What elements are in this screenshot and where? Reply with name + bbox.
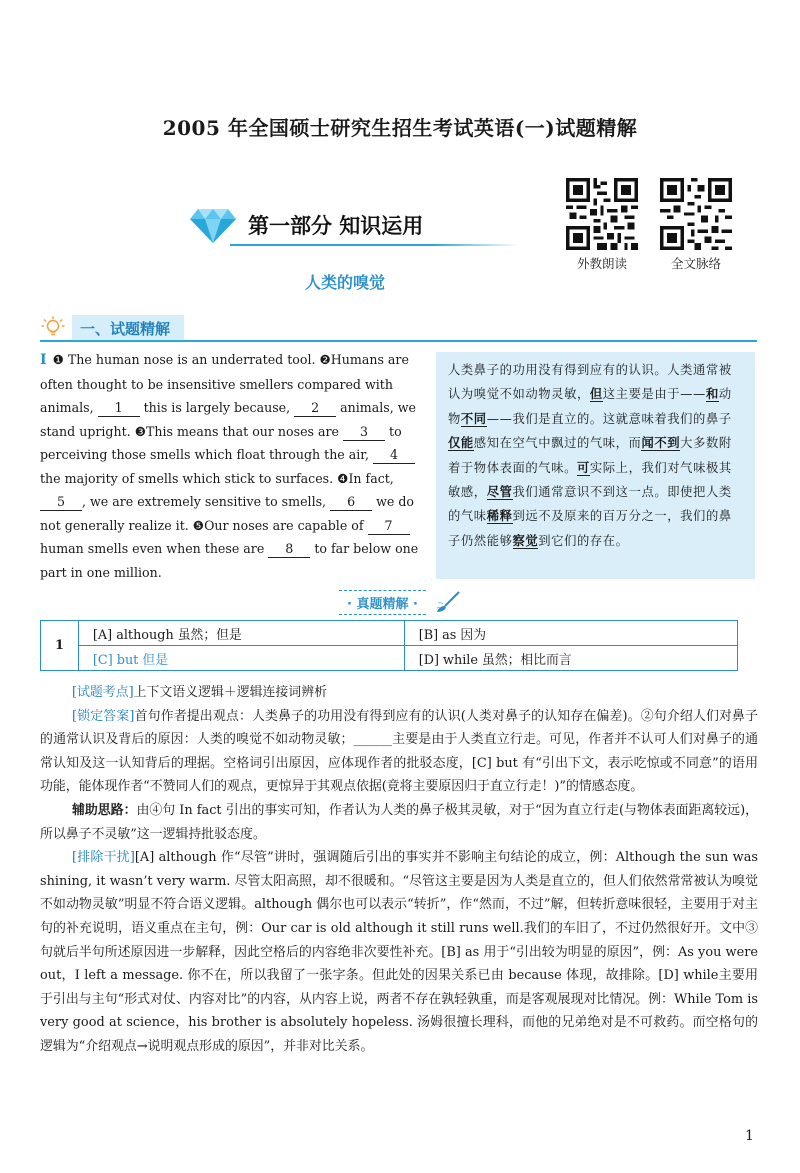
blank-4: 4 xyxy=(373,446,415,464)
sentence-number: ❹ xyxy=(337,470,349,486)
blank-2: 2 xyxy=(294,399,336,417)
lightbulb-icon xyxy=(40,315,66,341)
explanation-answer xyxy=(40,705,758,799)
passage-sentence: the majority of smells which stick to surfaces. xyxy=(40,470,334,486)
translation-keyword: 可 xyxy=(576,460,590,475)
translation-keyword: 察觉 xyxy=(512,533,539,548)
translation-text: 大多数附着于物体表面的气味。 xyxy=(448,436,732,475)
tag-label: [排除干扰] xyxy=(72,850,135,866)
brush-icon xyxy=(435,591,461,613)
tag-label: 辅助思路： xyxy=(72,802,137,818)
option-a: [A] although 虽然；但是 xyxy=(78,621,404,646)
qr-code-icon xyxy=(566,178,638,250)
section-divider xyxy=(40,340,757,342)
explanation-aux xyxy=(40,799,758,846)
translation-text: 我们通常意识不到这一点。即使把人类的气味 xyxy=(448,485,732,524)
translation-keyword: 仅能 xyxy=(448,436,474,451)
passage-roman-numeral: Ⅰ xyxy=(40,352,47,368)
translation-box xyxy=(436,352,755,579)
blank-1: 1 xyxy=(98,399,140,417)
translation-keyword: 尽管 xyxy=(486,485,513,500)
blank-8: 8 xyxy=(268,540,310,558)
passage-sentence: to perceiving those smells which float through the air, xyxy=(40,423,402,462)
section-heading xyxy=(40,313,184,343)
translation-keyword: 稀释 xyxy=(486,509,513,524)
explanation-text: 上下文语义逻辑＋逻辑连接词辨析 xyxy=(133,685,327,700)
passage-sentence: human smells even when these are xyxy=(40,541,265,556)
translation-keyword: 不同 xyxy=(460,411,487,426)
explanation-text: [A] although 作“尽管”讲时，强调随后引出的事实并不影响主句结论的成立，例：Although the sun was shining, it wasn’t very warm. 尽管太阳高照，却不很暖和。“尽管这主要是因为人类是直立的，但人们依然常常被认为嗅觉不如动物灵敏”明显不符合语义逻辑。although 偶尔也可以表示“转折”，作“然而，不过”解，但转折意味很轻，主要用于对主句的补充说明，语义重点在主句，例：Our car is old although it still runs well.我们的车旧了，不过仍然很好开。文中③句就后半句所述原因进一步解释，因此空格后的内容绝非次要性补充。[B] as 用于“引出较为明显的原因”，例：As you were out，I left a message. 你不在，所以我留了一张字条。但此处的因果关系已由 because 体现，故排除。[D] while主要用于引出与主句“形式对仗、内容对比”的内容，从内容上说，两者不存在孰轻孰重，而是客观展现对比情况。例：While Tom is very good at science，his brother is absolutely hopeless. 汤姆很擅长理科，而他的兄弟绝对是不可救药。而空格句的逻辑为“介绍观点→说明观点形成的原因”，并非对比关系。 xyxy=(40,850,758,1054)
blank-7: 7 xyxy=(368,517,410,535)
translation-keyword: 但 xyxy=(589,387,603,402)
translation-text: 到它们的存在。 xyxy=(538,533,629,548)
blank-6: 6 xyxy=(330,493,372,511)
article-title: 人类的嗅觉 xyxy=(304,273,385,292)
part-heading-text: 第一部分 知识运用 xyxy=(248,214,424,238)
blank-5: 5 xyxy=(40,493,82,511)
translation-text: 实际上，我们对气味极其敏感， xyxy=(448,460,732,500)
tag-label: [锁定答案] xyxy=(72,708,135,724)
translation-text: 感知在空气中飘过的气味，而 xyxy=(473,436,642,451)
passage-sentence: to far below one part in one million. xyxy=(40,541,419,580)
translation-text: 人类鼻子的功用没有得到应有的认识。人类通常被认为嗅觉不如动物灵敏， xyxy=(448,363,732,402)
sentence-number: ❷ xyxy=(319,352,331,367)
explanation-text: 首句作者提出观点：人类鼻子的功用没有得到应有的认识(人类对鼻子的认知存在偏差)。②句介绍人们对鼻子的通常认识及背后的原因：人类的嗅觉不如动物灵敏；______主要是由于人类直立行走。可见，作者并不认可人们对鼻子的通常认知及这一认知背后的理据。空格词引出原因，应体现作者的批驳态度，[C] but 有“引出下文，表示吃惊或不同意”的语用功能，能体现作者“不赞同人们的观点，更惊异于其观点依据(竟将主要原因归于直立行走！)”的情感态度。 xyxy=(40,708,758,795)
qr-caption: 外教朗读 xyxy=(576,256,627,271)
qr-code-outline[interactable] xyxy=(660,178,732,272)
passage-sentence: we do not generally realize it. xyxy=(40,494,414,533)
translation-text: 这主要是由于—— xyxy=(602,387,706,402)
option-d: [D] while 虽然；相比而言 xyxy=(404,646,737,671)
translation-text: 到远不及原来的百万分之一，我们的鼻子仍然能够 xyxy=(448,509,732,548)
diamond-icon xyxy=(190,205,236,245)
translation-text: 动物 xyxy=(448,387,732,426)
passage xyxy=(40,348,420,584)
qr-caption: 全文脉络 xyxy=(670,256,721,271)
explanation xyxy=(40,681,758,1059)
passage-sentence: , we are extremely sensitive to smells, xyxy=(82,494,327,509)
passage-sentence: In fact, xyxy=(348,470,394,486)
analysis-label-text: · 真题精解 · xyxy=(339,590,426,615)
explanation-exclude xyxy=(40,846,758,1058)
passage-sentence: Humans are often thought to be insensitive smellers compared with animals, xyxy=(40,352,409,415)
explanation-point xyxy=(40,681,758,705)
option-b: [B] as 因为 xyxy=(404,621,737,646)
part-heading xyxy=(190,200,423,250)
translation-keyword: 和 xyxy=(705,387,719,402)
tag-label: [试题考点] xyxy=(72,685,134,700)
qr-code-reading[interactable] xyxy=(566,178,638,272)
passage-sentence: this is largely because, xyxy=(143,400,291,415)
passage-sentence: The human nose is an underrated tool. xyxy=(67,352,316,367)
passage-sentence: animals, we stand upright. xyxy=(40,400,416,439)
section-heading-text: 一、试题精解 xyxy=(72,315,184,342)
passage-sentence: This means that our noses are xyxy=(145,423,339,439)
page-title: 2005 年全国硕士研究生招生考试英语(一)试题精解 xyxy=(162,116,638,140)
page-number: 1 xyxy=(745,1128,754,1144)
option-c-correct: [C] but 但是 xyxy=(78,646,404,671)
explanation-text: 由④句 In fact 引出的事实可知，作者认为人类的鼻子极其灵敏，对于“因为直立行走(与物体表面距离较远)，所以鼻子不灵敏”这一逻辑持批驳态度。 xyxy=(40,802,758,842)
sentence-number: ❺ xyxy=(192,517,205,533)
sentence-number: ❸ xyxy=(134,423,146,439)
part-heading-rule xyxy=(230,244,520,246)
options-table xyxy=(40,620,738,671)
translation-text: ——我们是直立的。这就意味着我们的鼻子 xyxy=(486,411,732,426)
qr-code-icon xyxy=(660,178,732,250)
blank-3: 3 xyxy=(343,423,385,441)
question-number: 1 xyxy=(41,621,79,671)
passage-sentence: Our noses are capable of xyxy=(204,517,364,533)
sentence-number: ❶ xyxy=(52,352,64,367)
translation-keyword: 闻不到 xyxy=(641,436,681,451)
analysis-label xyxy=(0,590,800,615)
